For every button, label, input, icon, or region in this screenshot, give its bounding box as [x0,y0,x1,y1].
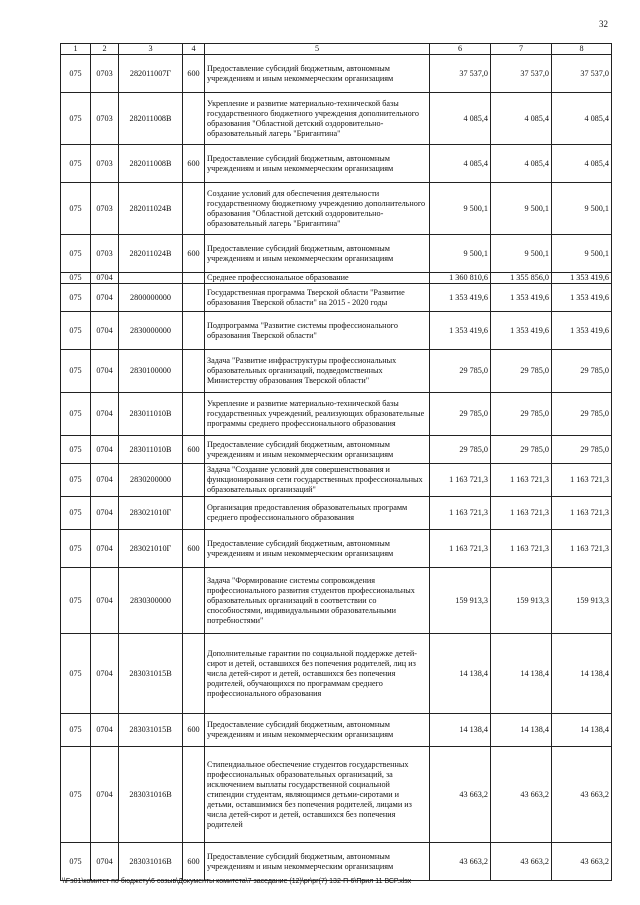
cell-ved: 075 [61,350,91,393]
cell-name: Организация предоставления образовательных программ среднего профессионального образования [205,497,430,530]
cell-ved: 075 [61,235,91,273]
cell-sec: 0704 [91,464,119,497]
cell-v2: 29 785,0 [491,350,552,393]
footer-file-path: \\Fs01\комитет по бюджету\6 созыв\Документы комитета\7 заседание (12)\рг\рг(7) 132-П-6\Прил 11 ВСР.xlsx [62,878,412,885]
cell-v2: 43 663,2 [491,843,552,881]
cell-sec: 0704 [91,436,119,464]
cell-sec: 0704 [91,714,119,747]
cell-vr: 600 [183,235,205,273]
cell-v3: 9 500,1 [552,183,612,235]
cell-v1: 29 785,0 [430,393,491,436]
cell-v1: 1 163 721,3 [430,497,491,530]
cell-name: Подпрограмма "Развитие системы профессионального образования Тверской области" [205,312,430,350]
cell-v3: 1 163 721,3 [552,530,612,568]
cell-v2: 1 163 721,3 [491,497,552,530]
cell-name: Предоставление субсидий бюджетным, автономным учреждениям и иным некоммерческим организациям [205,235,430,273]
cell-sec: 0704 [91,497,119,530]
cell-v1: 159 913,3 [430,568,491,634]
cell-name: Предоставление субсидий бюджетным, автономным учреждениям и иным некоммерческим организациям [205,843,430,881]
cell-v2: 1 163 721,3 [491,464,552,497]
cell-sec: 0704 [91,530,119,568]
cell-vr: 600 [183,843,205,881]
cell-v2: 1 353 419,6 [491,312,552,350]
cell-v3: 4 085,4 [552,93,612,145]
cell-ved: 075 [61,312,91,350]
cell-v3: 1 353 419,6 [552,312,612,350]
cell-csr: 282011024В [119,235,183,273]
cell-name: Предоставление субсидий бюджетным, автономным учреждениям и иным некоммерческим организациям [205,55,430,93]
table-row [61,843,612,881]
cell-sec: 0703 [91,145,119,183]
table-row [61,530,612,568]
cell-sec: 0704 [91,312,119,350]
cell-vr [183,284,205,312]
cell-ved: 075 [61,55,91,93]
column-header: 2 [91,44,119,55]
cell-v3: 1 163 721,3 [552,464,612,497]
cell-name: Предоставление субсидий бюджетным, автономным учреждениям и иным некоммерческим организациям [205,714,430,747]
cell-v1: 14 138,4 [430,634,491,714]
table-row [61,284,612,312]
cell-csr: 283031015В [119,714,183,747]
cell-ved: 075 [61,93,91,145]
cell-name: Задача "Развитие инфраструктуры профессиональных образовательных организаций, подведомственных Министерству образования Тверской области" [205,350,430,393]
cell-csr: 282011008В [119,145,183,183]
page-number: 32 [599,19,608,29]
cell-ved: 075 [61,497,91,530]
table-row [61,747,612,843]
cell-csr: 2830200000 [119,464,183,497]
cell-csr: 2800000000 [119,284,183,312]
cell-v2: 14 138,4 [491,634,552,714]
cell-v1: 14 138,4 [430,714,491,747]
cell-v1: 1 163 721,3 [430,530,491,568]
cell-csr: 283031015В [119,634,183,714]
cell-ved: 075 [61,145,91,183]
cell-csr: 2830300000 [119,568,183,634]
table-row [61,312,612,350]
cell-ved: 075 [61,464,91,497]
table-row [61,464,612,497]
cell-v2: 4 085,4 [491,93,552,145]
cell-vr: 600 [183,55,205,93]
cell-v3: 29 785,0 [552,393,612,436]
cell-v2: 37 537,0 [491,55,552,93]
cell-ved: 075 [61,183,91,235]
cell-v1: 1 360 810,6 [430,273,491,284]
cell-vr: 600 [183,530,205,568]
cell-csr: 282011008В [119,93,183,145]
cell-v2: 9 500,1 [491,183,552,235]
cell-csr: 282011007Г [119,55,183,93]
cell-v2: 43 663,2 [491,747,552,843]
cell-v1: 29 785,0 [430,350,491,393]
cell-vr [183,634,205,714]
cell-v3: 4 085,4 [552,145,612,183]
table-row [61,273,612,284]
cell-name: Предоставление субсидий бюджетным, автономным учреждениям и иным некоммерческим организациям [205,145,430,183]
cell-name: Создание условий для обеспечения деятельности государственному бюджетному учреждению дополнительного образования "Областной детский оздоровительно-образовательный лагерь "Бригантина" [205,183,430,235]
cell-v3: 43 663,2 [552,747,612,843]
column-header: 5 [205,44,430,55]
cell-v3: 29 785,0 [552,350,612,393]
cell-vr [183,350,205,393]
cell-ved: 075 [61,714,91,747]
table-row [61,145,612,183]
table-header-row [61,44,612,55]
cell-v1: 43 663,2 [430,843,491,881]
cell-v1: 9 500,1 [430,235,491,273]
cell-name: Укрепление и развитие материально-технической базы государственных учреждений, реализующих образовательные программы среднего профессионального образования [205,393,430,436]
cell-v3: 1 353 419,6 [552,273,612,284]
cell-csr: 283031016В [119,843,183,881]
cell-vr [183,464,205,497]
cell-v3: 14 138,4 [552,634,612,714]
cell-v1: 29 785,0 [430,436,491,464]
cell-ved: 075 [61,568,91,634]
cell-ved: 075 [61,530,91,568]
cell-v2: 29 785,0 [491,393,552,436]
cell-name: Дополнительные гарантии по социальной поддержке детей-сирот и детей, оставшихся без попечения родителей, лиц из числа детей-сирот и детей, оставшихся без попечения родителей, обучающихся по программам среднего профессионального образования [205,634,430,714]
cell-name: Государственная программа Тверской области "Развитие образования Тверской области" на 2015 - 2020 годы [205,284,430,312]
cell-vr [183,273,205,284]
cell-name: Задача "Создание условий для совершенствования и функционирования сети государственных профессиональных образовательных организаций" [205,464,430,497]
cell-csr: 283011010В [119,436,183,464]
column-header: 8 [552,44,612,55]
cell-v1: 9 500,1 [430,183,491,235]
cell-v2: 159 913,3 [491,568,552,634]
cell-name: Предоставление субсидий бюджетным, автономным учреждениям и иным некоммерческим организациям [205,530,430,568]
cell-name: Предоставление субсидий бюджетным, автономным учреждениям и иным некоммерческим организациям [205,436,430,464]
table-row [61,714,612,747]
cell-csr: 2830100000 [119,350,183,393]
cell-name: Укрепление и развитие материально-технической базы государственного бюджетного учреждения дополнительного образования "Областной детский оздоровительно-образовательный лагерь "Бригантина" [205,93,430,145]
cell-vr: 600 [183,436,205,464]
cell-ved: 075 [61,747,91,843]
cell-vr [183,393,205,436]
cell-name: Стипендиальное обеспечение студентов государственных профессиональных образовательных организаций, за исключением выплаты государственной социальной стипендии студентам, являющимся детьми-сиротами и детьми, оставшимися без попечения родителей, лицами из числа детей-сирот и детей, оставшихся без попечения родителей [205,747,430,843]
table-row [61,634,612,714]
cell-csr: 283021010Г [119,497,183,530]
cell-v1: 43 663,2 [430,747,491,843]
cell-ved: 075 [61,273,91,284]
cell-vr [183,312,205,350]
column-header: 7 [491,44,552,55]
cell-v2: 29 785,0 [491,436,552,464]
cell-v2: 9 500,1 [491,235,552,273]
cell-v3: 1 353 419,6 [552,284,612,312]
cell-v3: 14 138,4 [552,714,612,747]
cell-v1: 1 353 419,6 [430,284,491,312]
table-row [61,393,612,436]
cell-vr [183,497,205,530]
column-header: 6 [430,44,491,55]
cell-sec: 0704 [91,284,119,312]
cell-vr: 600 [183,714,205,747]
cell-v2: 1 355 856,0 [491,273,552,284]
cell-vr [183,93,205,145]
table-body [61,55,612,881]
column-header: 3 [119,44,183,55]
cell-v2: 1 163 721,3 [491,530,552,568]
cell-csr: 282011024В [119,183,183,235]
cell-v2: 4 085,4 [491,145,552,183]
cell-vr [183,747,205,843]
cell-sec: 0704 [91,350,119,393]
table-row [61,235,612,273]
cell-sec: 0703 [91,93,119,145]
cell-csr [119,273,183,284]
cell-sec: 0704 [91,393,119,436]
cell-sec: 0704 [91,747,119,843]
cell-sec: 0703 [91,55,119,93]
table-row [61,436,612,464]
cell-csr: 283011010В [119,393,183,436]
cell-name: Среднее профессиональное образование [205,273,430,284]
table-row [61,55,612,93]
cell-ved: 075 [61,843,91,881]
table-row [61,497,612,530]
column-header: 4 [183,44,205,55]
cell-v3: 43 663,2 [552,843,612,881]
cell-v1: 1 353 419,6 [430,312,491,350]
table-row [61,183,612,235]
column-header: 1 [61,44,91,55]
cell-csr: 283031016В [119,747,183,843]
table-row [61,93,612,145]
cell-sec: 0704 [91,273,119,284]
cell-ved: 075 [61,634,91,714]
cell-v2: 1 353 419,6 [491,284,552,312]
table-row [61,350,612,393]
cell-v1: 4 085,4 [430,93,491,145]
cell-vr [183,183,205,235]
cell-v2: 14 138,4 [491,714,552,747]
cell-v3: 9 500,1 [552,235,612,273]
cell-ved: 075 [61,436,91,464]
cell-vr [183,568,205,634]
cell-sec: 0704 [91,568,119,634]
cell-vr: 600 [183,145,205,183]
cell-v1: 4 085,4 [430,145,491,183]
cell-v3: 29 785,0 [552,436,612,464]
cell-csr: 2830000000 [119,312,183,350]
cell-sec: 0704 [91,843,119,881]
cell-sec: 0704 [91,634,119,714]
cell-v3: 37 537,0 [552,55,612,93]
cell-ved: 075 [61,393,91,436]
cell-sec: 0703 [91,183,119,235]
cell-v3: 1 163 721,3 [552,497,612,530]
table-row [61,568,612,634]
cell-name: Задача "Формирование системы сопровождения профессионального развития студентов профессиональных образовательных организаций в соответствии со способностями, индивидуальными образовательными потребностями" [205,568,430,634]
cell-ved: 075 [61,284,91,312]
cell-v1: 37 537,0 [430,55,491,93]
cell-csr: 283021010Г [119,530,183,568]
cell-v3: 159 913,3 [552,568,612,634]
cell-v1: 1 163 721,3 [430,464,491,497]
budget-table [60,43,612,881]
cell-sec: 0703 [91,235,119,273]
